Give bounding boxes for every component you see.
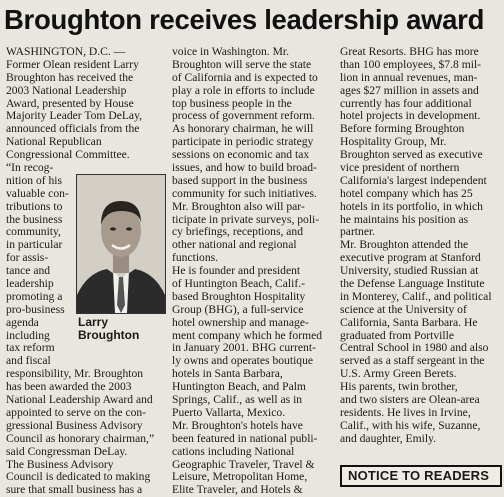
text-line: voice in Washington. Mr. [172, 45, 290, 58]
column-1-bottom-text [6, 368, 166, 497]
text-line: Council as honorary chairman,” [6, 431, 155, 445]
text-line: in Monterey, Calif., and political [340, 289, 492, 303]
text-line: Broughton will serve the state [172, 57, 312, 71]
text-line: As honorary chairman, he will [172, 122, 314, 136]
text-line: sessions on economic and tax [172, 148, 310, 162]
notice-to-readers-box: NOTICE TO READERS [340, 465, 502, 487]
text-line: in particular [6, 238, 63, 252]
text-line: Group (BHG), a full-service [172, 302, 304, 316]
text-line: issues, and how to build broad- [172, 161, 317, 175]
text-line: Award, presented by House [6, 96, 134, 110]
text-line: tance and [6, 264, 51, 278]
text-line: top business people in the [172, 96, 292, 110]
text-line: California, Santa Barbara. He [340, 315, 478, 329]
text-line: play a role in efforts to include [172, 83, 315, 97]
text-line: nition of his [6, 173, 63, 187]
text-line: hotel ownership and manage- [172, 315, 309, 329]
text-line: He is founder and president [172, 264, 301, 278]
text-line: and fiscal [6, 354, 51, 368]
text-line: hotels in its portfolio, in which [340, 199, 483, 213]
text-line: residents. He lives in Irvine, [340, 405, 471, 419]
text-line: currently has four additional [340, 96, 472, 110]
text-line: His parents, twin brother, [340, 380, 458, 394]
column-1-wrap-text [6, 175, 74, 368]
text-line: The Business Advisory [6, 457, 114, 471]
text-line: cations including National [172, 444, 295, 458]
text-line: Congressional Committee. [6, 148, 130, 162]
text-line: appointed to serve on the con- [6, 405, 147, 419]
text-line: “In recog- [6, 161, 54, 175]
text-line: science at the University of [340, 302, 467, 316]
text-line: hotel company which has 25 [340, 186, 473, 200]
text-line: partner. [340, 225, 376, 239]
article-column-2 [172, 46, 334, 497]
column-1-top-text [6, 46, 166, 175]
text-line: Central School in 1980 and also [340, 341, 489, 355]
text-line: WASHINGTON, D.C. — [6, 45, 126, 58]
text-line: said Congressman DeLay. [6, 444, 128, 458]
caption-first-name: Larry [78, 315, 109, 329]
text-line: for assis- [6, 251, 49, 265]
text-line: and daughter, Emily. [340, 431, 437, 445]
text-line: and two sisters are Olean-area [340, 393, 480, 407]
text-line: California's largest independent [340, 173, 487, 187]
portrait-image [76, 174, 166, 314]
text-line: Council is dedicated to making [6, 470, 151, 484]
text-line: process of government reform. [172, 109, 315, 123]
text-line: Former Olean resident Larry [6, 57, 139, 71]
text-line: including [6, 328, 50, 342]
text-line: the Defense Language Institute [340, 277, 485, 291]
text-line: ment company which he formed [172, 328, 323, 342]
text-line: pro-business [6, 302, 65, 316]
text-line: graduated from Portville [340, 328, 454, 342]
text-line: Broughton has received the [6, 70, 134, 84]
text-line: ly owns and operates boutique [172, 354, 314, 368]
text-line: hotel projects in development. [340, 109, 481, 123]
text-line: 2003 National Leadership [6, 83, 127, 97]
text-line: the business [6, 212, 63, 226]
text-line: Geographic Traveler, Travel & [172, 457, 315, 471]
text-line: he maintains his position as [340, 212, 469, 226]
text-line: functions. [172, 251, 219, 265]
text-line: based support in the business [172, 173, 308, 187]
text-line: announced officials from the [6, 122, 140, 136]
text-line: tributions to [6, 199, 63, 213]
text-line: based Broughton Hospitality [172, 289, 306, 303]
text-line: ages $27 million in assets and [340, 83, 479, 97]
text-line: Elite Traveler, and Hotels & [172, 483, 303, 497]
text-line: National Leadership Award and [6, 393, 153, 407]
text-line: of California and is expected to [172, 70, 318, 84]
text-line: Springs, Calif., as well as in [172, 393, 303, 407]
article-column-3 [340, 46, 500, 446]
text-line: Mr. Broughton also will par- [172, 199, 305, 213]
text-line: Before forming Broughton [340, 122, 465, 136]
text-line: gressional Business Advisory [6, 418, 143, 432]
text-line: Mr. Broughton attended the [340, 238, 469, 252]
text-line: Great Resorts. BHG has more [340, 45, 479, 58]
text-line: agenda [6, 315, 39, 329]
text-line: vice president of northern [340, 161, 460, 175]
text-line: ticipate in private surveys, poli- [172, 212, 320, 226]
text-line: served as a staff sergeant in the [340, 354, 485, 368]
text-line: executive program at Stanford [340, 251, 481, 265]
text-line: responsibility, Mr. Broughton [6, 367, 144, 381]
text-line: Broughton served as executive [340, 148, 483, 162]
text-line: Huntington Beach, and Palm [172, 380, 306, 394]
text-line: leadership [6, 277, 54, 291]
text-line: community for such initiatives. [172, 186, 317, 200]
text-line: community, [6, 225, 61, 239]
text-line: U.S. Army Green Berets. [340, 367, 457, 381]
text-line: Puerto Vallarta, Mexico. [172, 405, 286, 419]
text-line: valuable con- [6, 186, 69, 200]
caption-last-name: Broughton [78, 328, 140, 342]
text-line: than 100 employees, $7.8 mil- [340, 57, 482, 71]
text-line: hotels in Santa Barbara, [172, 367, 283, 381]
text-line: other national and regional [172, 238, 297, 252]
text-line: Calif., with his wife, Suzanne, [340, 418, 481, 432]
text-line: participate in periodic strategy [172, 135, 314, 149]
text-line: Mr. Broughton's hotels have [172, 418, 303, 432]
text-line: cy briefings, receptions, and [172, 225, 304, 239]
text-line: University, studied Russian at [340, 264, 479, 278]
text-line: promoting a [6, 289, 63, 303]
text-line: of Huntington Beach, Calif.- [172, 277, 305, 291]
text-line: in January 2001. BHG current- [172, 341, 316, 355]
text-line: lion in annual revenues, man- [340, 70, 478, 84]
text-line: sure that small business has a [6, 483, 143, 497]
text-line: has been awarded the 2003 [6, 380, 132, 394]
text-line: Majority Leader Tom DeLay, [6, 109, 143, 123]
text-line: tax reform [6, 341, 55, 355]
text-line: been featured in national publi- [172, 431, 318, 445]
portrait-photo [76, 174, 166, 370]
text-line: National Republican [6, 135, 102, 149]
portrait-illustration [77, 175, 165, 313]
text-line: Leisure, Metropolitan Home, [172, 470, 308, 484]
article-headline: Broughton receives leadership award [4, 4, 485, 35]
text-line: Hospitality Group, Mr. [340, 135, 447, 149]
photo-caption [78, 316, 168, 342]
